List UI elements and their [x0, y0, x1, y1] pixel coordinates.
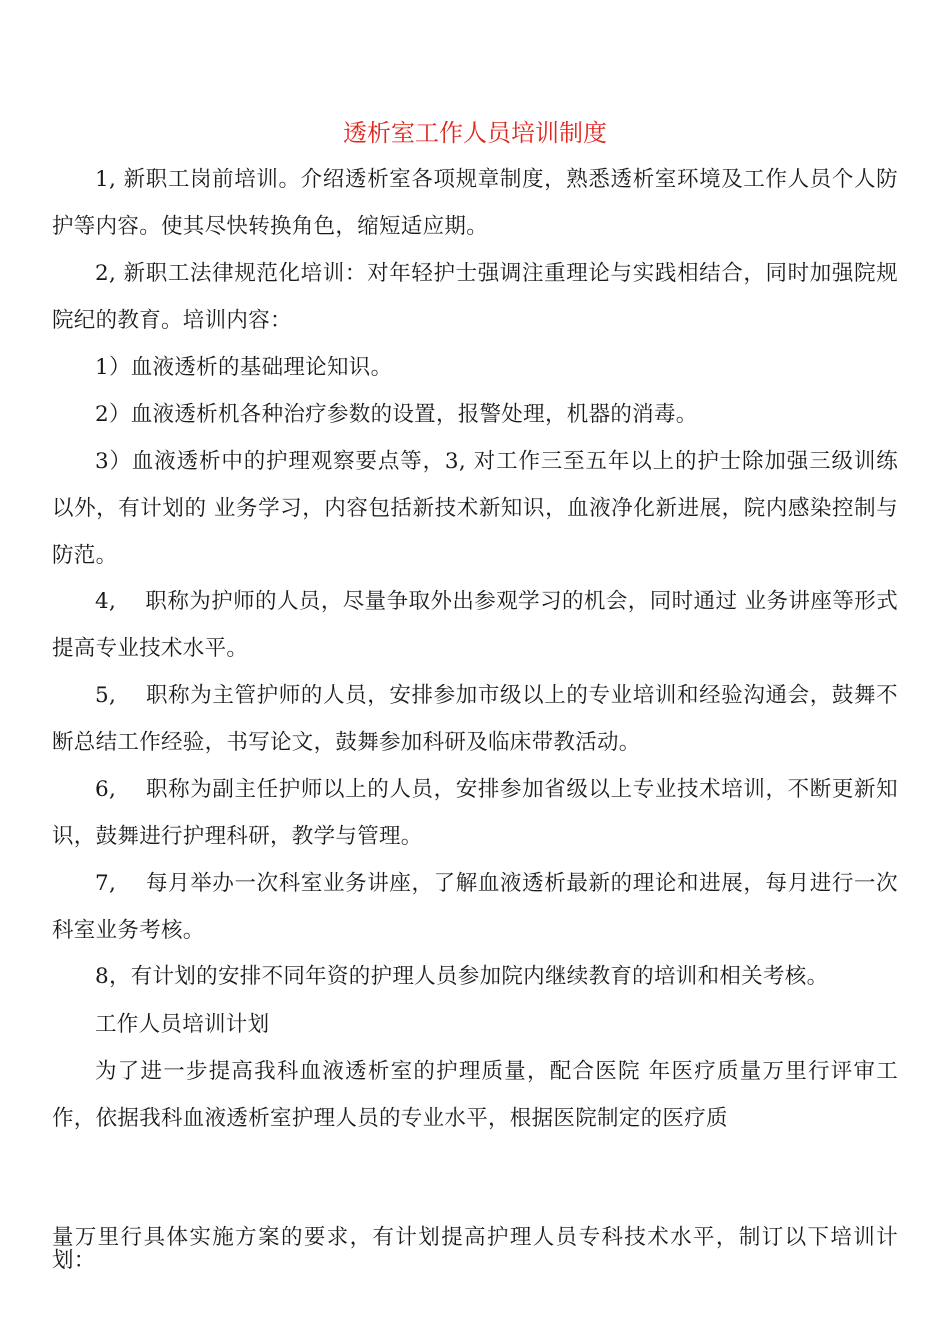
paragraph-10: 8，有计划的安排不同年资的护理人员参加院内继续教育的培训和相关考核。 [95, 964, 829, 989]
document-title: 透析室工作人员培训制度 [343, 119, 607, 147]
paragraph-7: 5, 职称为主管护师的人员，安排参加市级以上的专业培训和经验沟通会，鼓舞不断总结工作经验，书写论文，鼓舞参加科研及临床带教活动。 [52, 683, 898, 755]
paragraph-9: 7, 每月举办一次科室业务讲座，了解血液透析最新的理论和进展，每月进行一次科室业务考核。 [52, 871, 898, 943]
paragraph-4: 2）血液透析机各种治疗参数的设置，报警处理，机器的消毒。 [95, 402, 698, 427]
paragraph-8: 6, 职称为副主任护师以上的人员，安排参加省级以上专业技术培训，不断更新知识，鼓舞进行护理科研，教学与管理。 [52, 777, 898, 849]
paragraph-6: 4, 职称为护师的人员，尽量争取外出参观学习的机会，同时通过 业务讲座等形式提高专业技术水平。 [52, 589, 898, 661]
section-heading: 工作人员培训计划 [95, 1012, 270, 1037]
paragraph-11: 为了进一步提高我科血液透析室的护理质量，配合医院 年医疗质量万里行评审工作，依据我科血液透析室护理人员的专业水平，根据医院制定的医疗质 [52, 1059, 898, 1131]
paragraph-5: 3）血液透析中的护理观察要点等，3, 对工作三至五年以上的护士除加强三级训练以外，有计划的 业务学习，内容包括新技术新知识，血液净化新进展，院内感染控制与防范。 [52, 449, 898, 568]
paragraph-1: 1, 新职工岗前培训。介绍透析室各项规章制度，熟悉透析室环境及工作人员个人防护等内容。使其尽快转换角色，缩短适应期。 [52, 167, 898, 239]
paragraph-2: 2, 新职工法律规范化培训：对年轻护士强调注重理论与实践相结合，同时加强院规院纪的教育。培训内容： [52, 261, 898, 333]
paragraph-3: 1）血液透析的基础理论知识。 [95, 355, 393, 380]
continuation-paragraph: 量万里行具体实施方案的要求，有计划提高护理人员专科技术水平，制订以下培训计划： [52, 1225, 898, 1273]
